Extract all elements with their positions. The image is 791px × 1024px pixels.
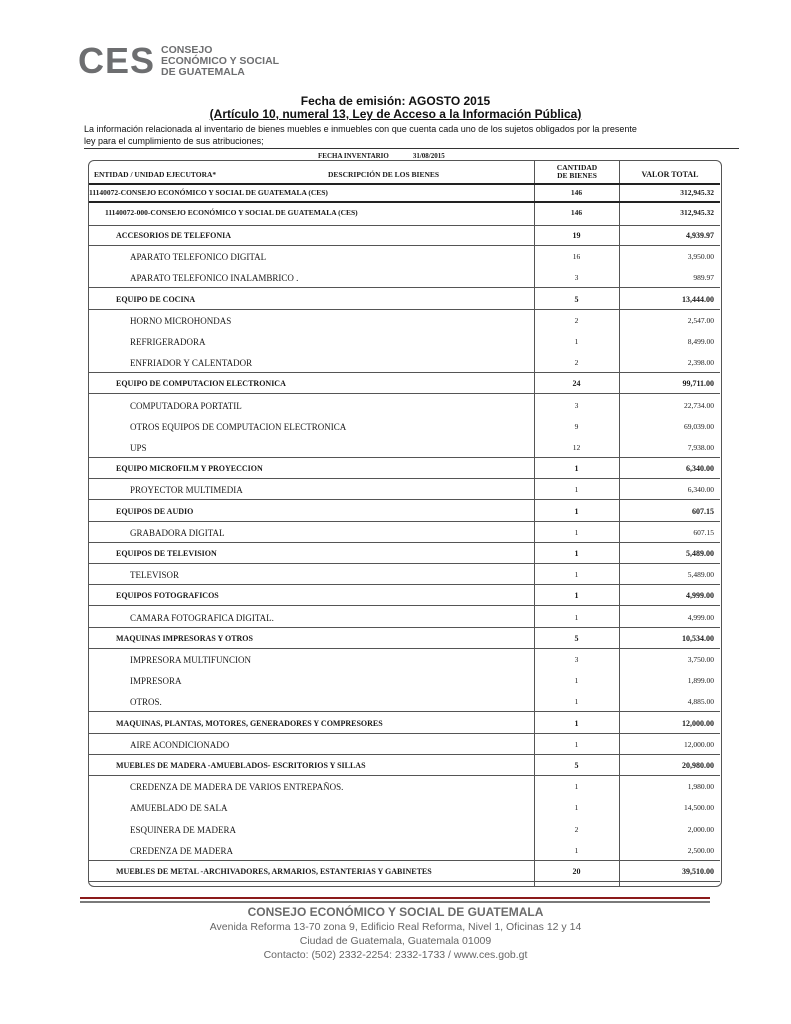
fecha-label: FECHA INVENTARIO bbox=[318, 152, 389, 160]
row-value: 2,547.00 bbox=[687, 315, 714, 325]
item-row bbox=[89, 613, 720, 627]
row-quantity: 1 bbox=[574, 485, 579, 495]
row-quantity: 3 bbox=[574, 273, 579, 283]
row-quantity: 1 bbox=[574, 464, 579, 474]
ces-logo bbox=[78, 40, 279, 82]
intro-divider bbox=[84, 148, 739, 149]
row-value: 607.15 bbox=[692, 506, 714, 516]
row-quantity: 3 bbox=[574, 655, 579, 664]
item-description: HORNO MICROHONDAS bbox=[130, 315, 232, 326]
intro-line-1: La información relacionada al inventario de bienes muebles e inmuebles con que cuenta cada uno de los sujetos obligados por la presente bbox=[84, 124, 637, 134]
item-description: OTROS EQUIPOS DE COMPUTACION ELECTRONICA bbox=[130, 421, 347, 432]
row-divider bbox=[89, 754, 720, 755]
category-description: MAQUINAS, PLANTAS, MOTORES, GENERADORES Y COMPRESORES bbox=[116, 718, 383, 728]
item-description: CREDENZA DE MADERA bbox=[130, 845, 233, 856]
col-header-cantidad-2: DE BIENES bbox=[557, 171, 597, 180]
category-row bbox=[89, 231, 720, 245]
row-quantity: 24 bbox=[572, 379, 581, 389]
logo-line-3: DE GUATEMALA bbox=[161, 65, 245, 78]
item-row bbox=[89, 570, 720, 584]
row-value: 1,980.00 bbox=[687, 782, 714, 792]
row-quantity: 1 bbox=[574, 782, 579, 792]
unit-row bbox=[89, 208, 720, 220]
item-row bbox=[89, 443, 720, 457]
col-header-cantidad bbox=[535, 164, 619, 180]
item-description: GRABADORA DIGITAL bbox=[130, 527, 225, 538]
row-value: 12,000.00 bbox=[684, 739, 714, 749]
row-quantity: 1 bbox=[574, 549, 579, 558]
item-description: AIRE ACONDICIONADO bbox=[130, 739, 230, 750]
col-header-cantidad-1: CANTIDAD bbox=[556, 163, 598, 172]
row-divider bbox=[89, 457, 720, 458]
item-description: REFRIGERADORA bbox=[130, 337, 206, 347]
row-value: 989.97 bbox=[693, 273, 714, 283]
row-value: 6,340.00 bbox=[687, 485, 714, 495]
entity-value: 312,945.32 bbox=[680, 188, 714, 197]
item-row bbox=[89, 358, 720, 372]
category-description: EQUIPO MICROFILM Y PROYECCION bbox=[116, 464, 263, 474]
row-quantity: 20 bbox=[572, 867, 581, 876]
item-description: PROYECTOR MULTIMEDIA bbox=[130, 485, 243, 496]
item-row bbox=[89, 740, 720, 754]
row-value: 607.15 bbox=[693, 527, 714, 537]
row-value: 5,489.00 bbox=[686, 549, 714, 558]
item-row bbox=[89, 273, 720, 287]
row-value: 10,534.00 bbox=[682, 633, 714, 643]
row-divider bbox=[89, 605, 720, 606]
col-header-entidad: ENTIDAD / UNIDAD EJECUTORA* bbox=[94, 170, 217, 179]
item-row bbox=[89, 252, 720, 266]
footer-contact: Contacto: (502) 2332-2254: 2332-1733 / www.ces.gob.gt bbox=[263, 949, 528, 961]
row-quantity: 1 bbox=[574, 739, 579, 749]
row-quantity: 1 bbox=[574, 697, 579, 707]
item-description: APARATO TELEFONICO INALAMBRICO . bbox=[130, 273, 299, 284]
footer-rule-red bbox=[80, 897, 710, 899]
logo-line-1: CONSEJO bbox=[161, 43, 213, 56]
item-row bbox=[89, 782, 720, 796]
row-value: 99,711.00 bbox=[682, 379, 714, 389]
item-row bbox=[89, 803, 720, 817]
item-row bbox=[89, 676, 720, 690]
fecha-inventario bbox=[318, 152, 469, 160]
category-row bbox=[89, 464, 720, 478]
row-value: 4,885.00 bbox=[687, 697, 714, 707]
item-description: IMPRESORA bbox=[130, 676, 182, 687]
header-divider bbox=[89, 183, 720, 185]
document-title: Fecha de emisión: AGOSTO 2015 bbox=[300, 94, 491, 108]
footer-org: CONSEJO ECONÓMICO Y SOCIAL DE GUATEMALA bbox=[247, 905, 544, 919]
footer-city: Ciudad de Guatemala, Guatemala 01009 bbox=[299, 935, 492, 947]
row-divider bbox=[89, 584, 720, 585]
item-row bbox=[89, 697, 720, 711]
row-divider bbox=[89, 521, 720, 522]
row-value: 2,000.00 bbox=[687, 824, 714, 834]
unit-value: 312,945.32 bbox=[680, 208, 714, 217]
row-value: 2,398.00 bbox=[687, 358, 714, 368]
row-value: 14,500.00 bbox=[684, 803, 714, 813]
row-divider bbox=[89, 542, 720, 543]
row-value: 13,444.00 bbox=[682, 294, 714, 304]
intro-text bbox=[84, 123, 739, 147]
item-row bbox=[89, 528, 720, 542]
row-quantity: 2 bbox=[574, 315, 579, 325]
column-divider-value bbox=[619, 160, 620, 886]
category-description: EQUIPO DE COMPUTACION ELECTRONICA bbox=[116, 379, 286, 389]
category-description: MUEBLES DE METAL -ARCHIVADORES, ARMARIOS, ESTANTERIAS Y GABINETES bbox=[116, 867, 432, 876]
row-quantity: 1 bbox=[574, 718, 579, 728]
row-value: 4,999.00 bbox=[687, 612, 714, 622]
row-quantity: 1 bbox=[574, 612, 579, 622]
row-value: 12,000.00 bbox=[682, 718, 714, 728]
row-quantity: 3 bbox=[574, 400, 579, 410]
entity-name: 11140072-CONSEJO ECONÓMICO Y SOCIAL DE GUATEMALA (CES) bbox=[89, 188, 328, 197]
document-subtitle: (Artículo 10, numeral 13, Ley de Acceso a la Información Pública) bbox=[209, 107, 582, 121]
row-value: 7,938.00 bbox=[687, 443, 714, 452]
entity-qty: 146 bbox=[570, 188, 583, 197]
row-divider bbox=[89, 287, 720, 288]
row-quantity: 1 bbox=[574, 570, 579, 580]
entity-divider bbox=[89, 201, 720, 203]
unit-divider bbox=[89, 225, 720, 226]
category-description: MAQUINAS IMPRESORAS Y OTROS bbox=[116, 633, 253, 643]
category-row bbox=[89, 379, 720, 393]
category-description: MUEBLES DE MADERA -AMUEBLADOS- ESCRITORIOS Y SILLAS bbox=[116, 761, 366, 770]
row-value: 3,750.00 bbox=[687, 655, 714, 664]
row-value: 4,999.00 bbox=[686, 591, 714, 601]
row-divider bbox=[89, 499, 720, 500]
row-quantity: 2 bbox=[574, 358, 579, 368]
category-row bbox=[89, 295, 720, 309]
item-description: OTROS. bbox=[130, 697, 162, 708]
row-divider bbox=[89, 478, 720, 479]
category-row bbox=[89, 761, 720, 775]
row-value: 39,510.00 bbox=[682, 867, 714, 876]
row-divider bbox=[89, 245, 720, 246]
row-value: 20,980.00 bbox=[682, 761, 714, 770]
row-divider bbox=[89, 648, 720, 649]
footer-rule-gray bbox=[80, 901, 710, 903]
row-quantity: 1 bbox=[574, 506, 579, 516]
category-description: EQUIPOS DE TELEVISION bbox=[116, 549, 217, 558]
item-description: CREDENZA DE MADERA DE VARIOS ENTREPAÑOS. bbox=[130, 782, 344, 793]
row-quantity: 5 bbox=[574, 294, 579, 304]
row-value: 3,950.00 bbox=[687, 252, 714, 262]
item-row bbox=[89, 337, 720, 351]
row-quantity: 12 bbox=[572, 443, 581, 452]
row-divider bbox=[89, 393, 720, 394]
row-quantity: 1 bbox=[574, 803, 579, 813]
category-description: EQUIPOS FOTOGRAFICOS bbox=[116, 591, 219, 601]
row-divider bbox=[89, 627, 720, 628]
item-description: TELEVISOR bbox=[130, 570, 179, 581]
row-value: 8,499.00 bbox=[687, 337, 714, 346]
row-value: 69,039.00 bbox=[684, 421, 714, 431]
category-row bbox=[89, 867, 720, 881]
row-divider bbox=[89, 309, 720, 310]
category-row bbox=[89, 549, 720, 563]
row-quantity: 19 bbox=[572, 231, 581, 240]
logo-acronym: CES bbox=[78, 40, 156, 81]
item-description: AMUEBLADO DE SALA bbox=[130, 803, 228, 814]
row-value: 1,899.00 bbox=[687, 676, 714, 686]
item-description: CAMARA FOTOGRAFICA DIGITAL. bbox=[130, 612, 274, 623]
column-divider-qty bbox=[534, 160, 535, 886]
row-value: 22,734.00 bbox=[684, 400, 714, 410]
unit-name: 11140072-000-CONSEJO ECONÓMICO Y SOCIAL DE GUATEMALA (CES) bbox=[105, 208, 358, 217]
row-quantity: 16 bbox=[572, 252, 581, 262]
item-description: UPS bbox=[130, 443, 147, 453]
item-description: ESQUINERA DE MADERA bbox=[130, 824, 237, 835]
row-divider bbox=[89, 860, 720, 861]
item-row bbox=[89, 655, 720, 669]
item-description: ENFRIADOR Y CALENTADOR bbox=[130, 358, 253, 369]
row-quantity: 1 bbox=[574, 845, 579, 855]
row-quantity: 1 bbox=[574, 591, 579, 601]
row-divider bbox=[89, 775, 720, 776]
row-divider bbox=[89, 563, 720, 564]
row-value: 4,939.97 bbox=[686, 231, 714, 240]
item-row bbox=[89, 825, 720, 839]
item-row bbox=[89, 485, 720, 499]
item-row bbox=[89, 401, 720, 415]
footer-address: Avenida Reforma 13-70 zona 9, Edificio Real Reforma, Nivel 1, Oficinas 12 y 14 bbox=[209, 921, 582, 933]
row-quantity: 5 bbox=[574, 633, 579, 643]
row-divider bbox=[89, 881, 720, 882]
category-description: EQUIPOS DE AUDIO bbox=[116, 506, 194, 516]
category-row bbox=[89, 591, 720, 605]
row-quantity: 2 bbox=[574, 824, 579, 834]
col-header-descripcion: DESCRIPCIÓN DE LOS BIENES bbox=[328, 170, 440, 179]
item-description: IMPRESORA MULTIFUNCION bbox=[130, 655, 251, 665]
inventory-table bbox=[88, 160, 722, 887]
category-description: ACCESORIOS DE TELEFONIA bbox=[116, 231, 231, 240]
item-description: COMPUTADORA PORTATIL bbox=[130, 400, 242, 411]
row-value: 5,489.00 bbox=[687, 570, 714, 580]
intro-line-2: ley para el cumplimiento de sus atribuciones; bbox=[84, 136, 264, 146]
row-quantity: 5 bbox=[574, 761, 579, 770]
fecha-value: 31/08/2015 bbox=[412, 152, 445, 160]
row-divider bbox=[89, 711, 720, 712]
logo-line-2: ECONÓMICO Y SOCIAL bbox=[161, 54, 280, 67]
item-description: APARATO TELEFONICO DIGITAL bbox=[130, 252, 267, 263]
row-quantity: 9 bbox=[574, 421, 579, 431]
category-row bbox=[89, 634, 720, 648]
row-divider bbox=[89, 372, 720, 373]
row-quantity: 1 bbox=[574, 337, 579, 346]
row-quantity: 1 bbox=[574, 676, 579, 686]
item-row bbox=[89, 846, 720, 860]
unit-qty: 146 bbox=[570, 208, 583, 217]
item-row bbox=[89, 316, 720, 330]
category-description: EQUIPO DE COCINA bbox=[116, 294, 196, 304]
category-row bbox=[89, 507, 720, 521]
row-value: 6,340.00 bbox=[686, 464, 714, 474]
row-divider bbox=[89, 733, 720, 734]
entity-row bbox=[89, 188, 720, 200]
category-row bbox=[89, 719, 720, 733]
item-row bbox=[89, 422, 720, 436]
row-value: 2,500.00 bbox=[687, 845, 714, 855]
row-quantity: 1 bbox=[574, 527, 579, 537]
col-header-valor: VALOR TOTAL bbox=[641, 170, 699, 179]
logo-name bbox=[161, 45, 279, 78]
